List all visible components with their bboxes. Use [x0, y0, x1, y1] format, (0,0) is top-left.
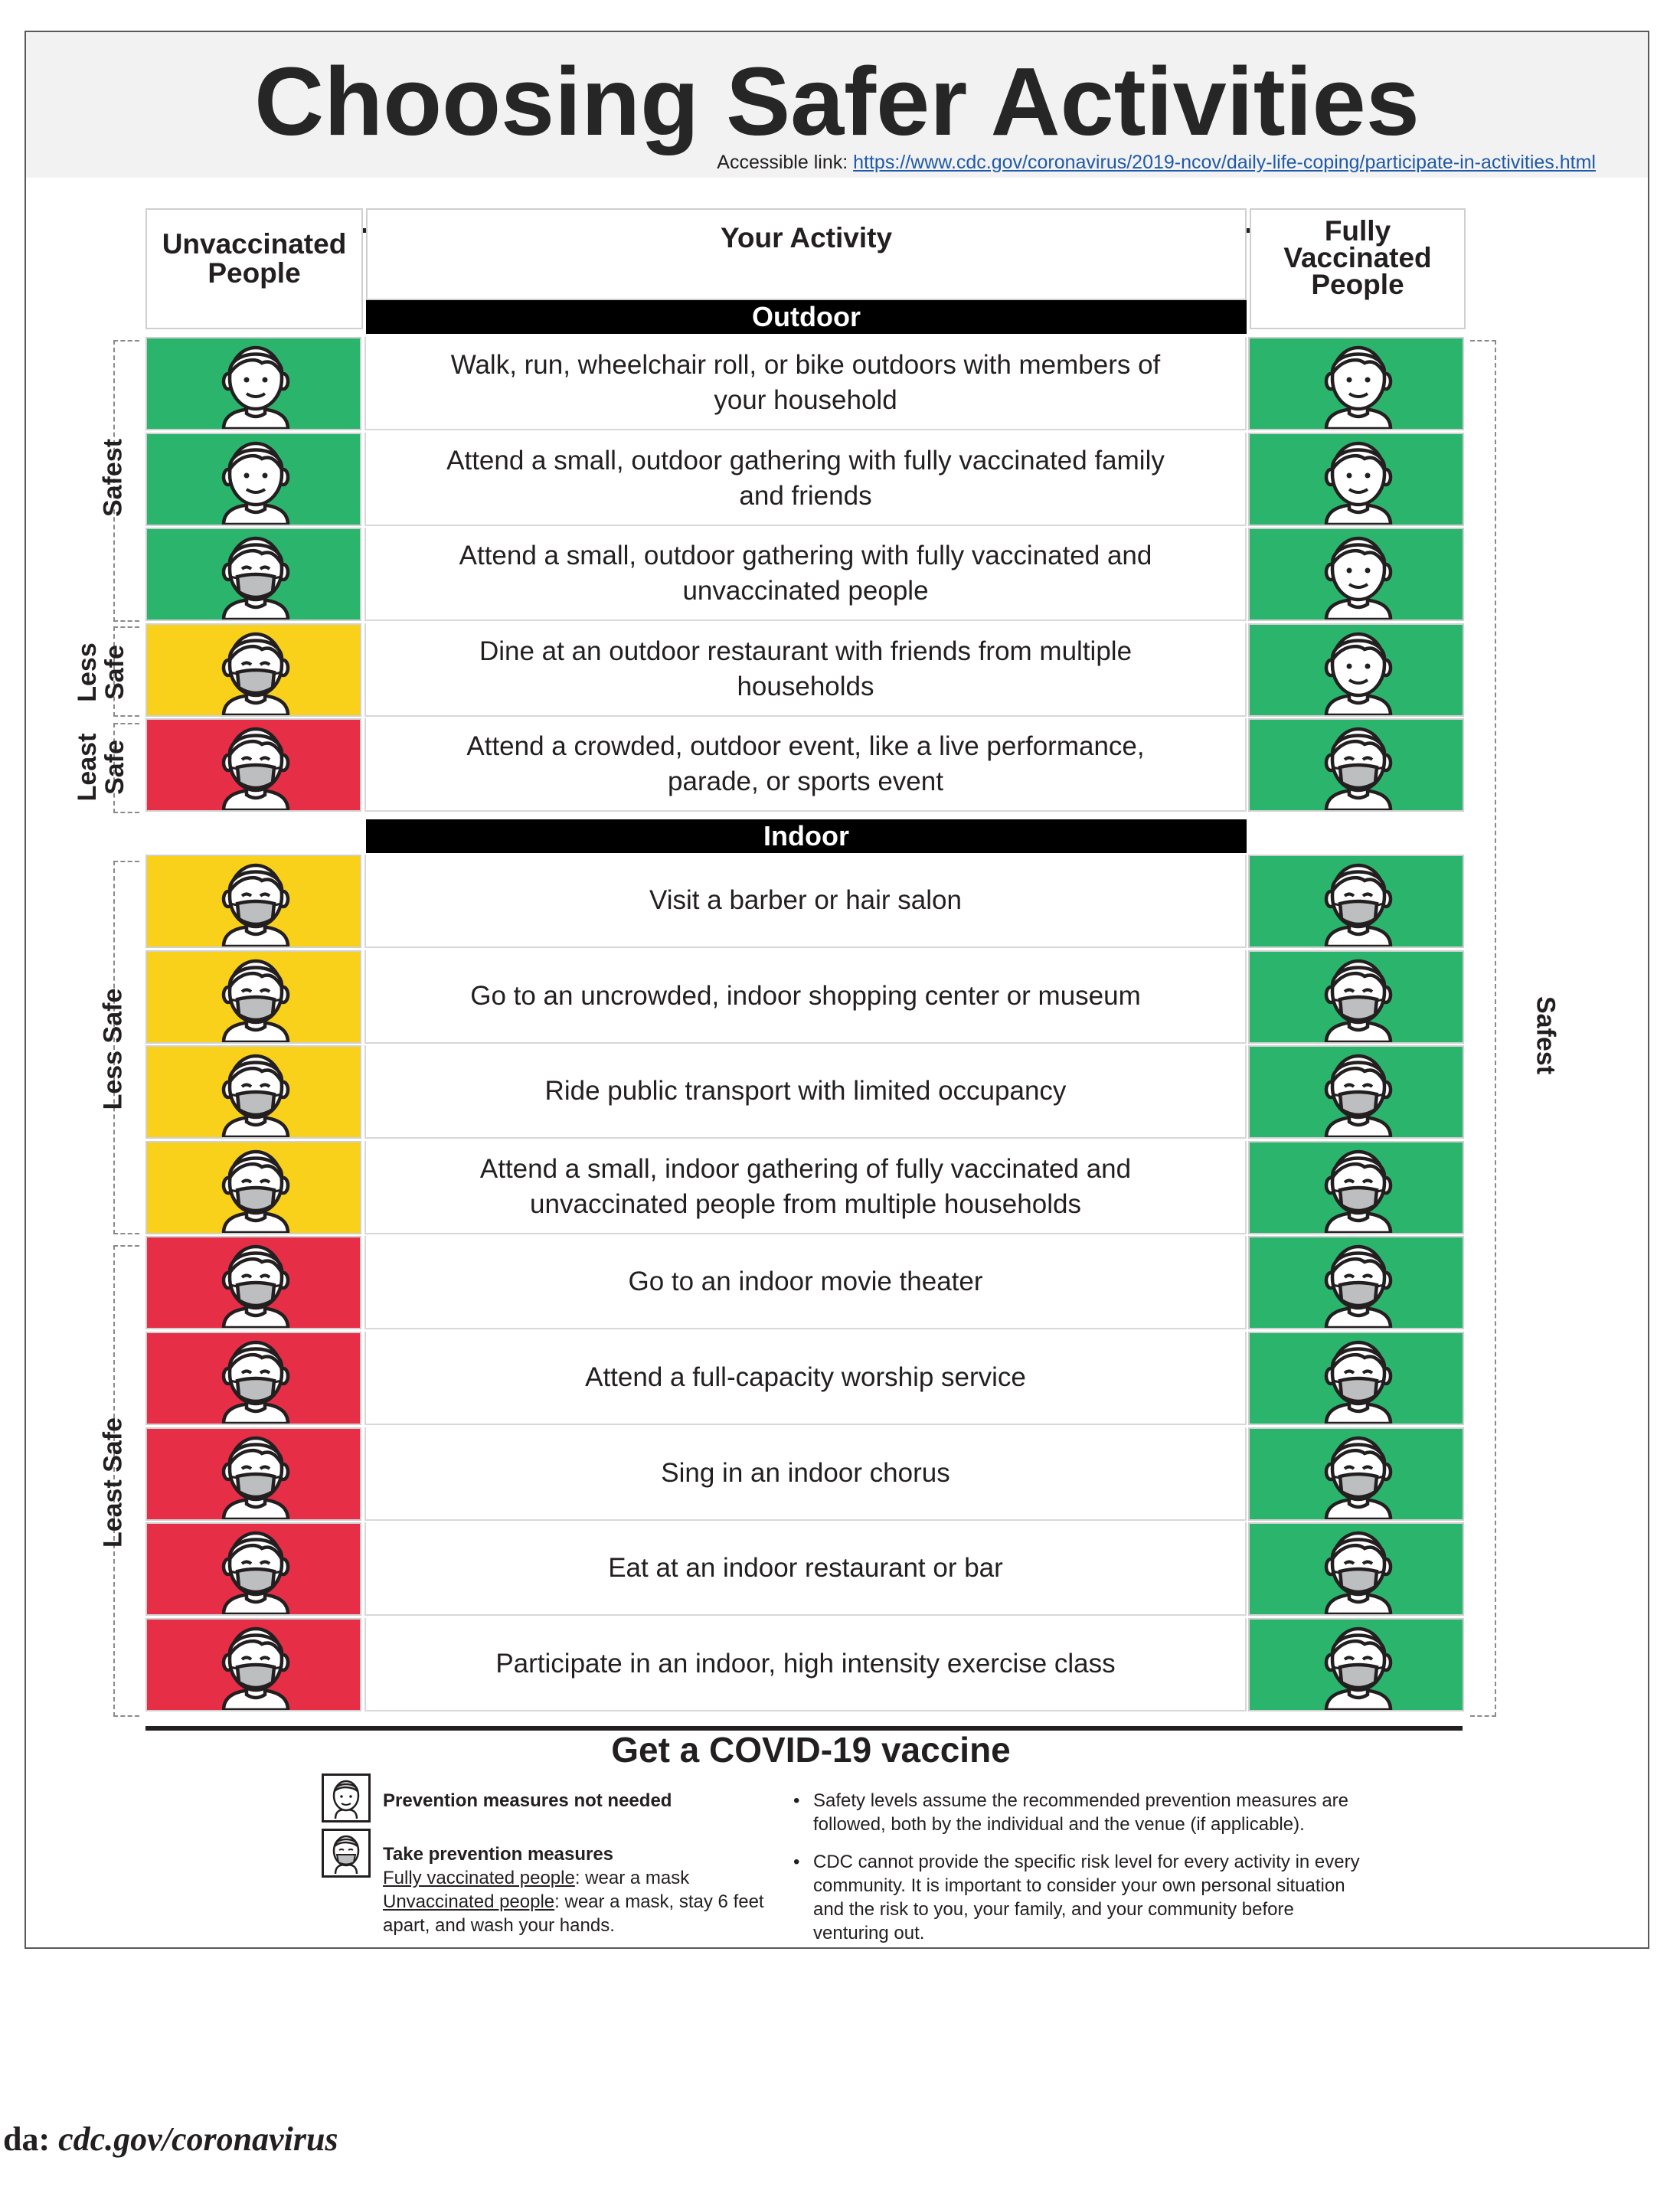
activity-text: Go to an indoor movie theater [364, 1236, 1247, 1329]
masked-face-icon [1319, 1048, 1398, 1137]
activity-text: Sing in an indoor chorus [364, 1427, 1247, 1521]
unvaccinated-risk-cell [145, 1522, 361, 1616]
note-cdc-risk: • CDC cannot provide the specific risk level for every activity in every community. It is important to consider your own personal situation and the risk to you, your family, and your community before venturing out. [793, 1852, 1360, 1943]
face-icon [216, 340, 296, 429]
activity-text: Participate in an indoor, high intensity exercise class [364, 1618, 1247, 1711]
masked-face-icon [216, 1144, 296, 1233]
header-unvaccinated: Unvaccinated People [145, 208, 363, 329]
masked-face-icon [1319, 1335, 1398, 1424]
activity-text: Walk, run, wheelchair roll, or bike outdoors with members of your household [364, 337, 1247, 430]
unvaccinated-risk-cell [145, 950, 361, 1044]
activity-text: Go to an uncrowded, indoor shopping center or museum [364, 950, 1247, 1044]
indoor-activity-row [145, 1427, 1466, 1521]
unvaccinated-risk-cell [145, 433, 361, 526]
vaccinated-risk-cell [1248, 337, 1464, 430]
accessible-link-label: Accessible link: [717, 152, 848, 173]
indoor-activity-row [145, 1045, 1466, 1139]
vaccinated-risk-cell [1248, 1332, 1464, 1425]
masked-face-icon [1319, 1144, 1398, 1233]
unvaccinated-risk-cell [145, 623, 361, 717]
unvaccinated-risk-cell [145, 1332, 361, 1425]
masked-face-icon [216, 858, 296, 946]
legend-no-measures: Prevention measures not needed [383, 1790, 672, 1811]
unvaccinated-risk-cell [145, 855, 361, 948]
outdoor-activity-row [145, 337, 1466, 430]
outdoor-activity-row [145, 718, 1466, 812]
vaccinated-risk-cell [1248, 1236, 1464, 1329]
masked-face-icon [216, 531, 296, 619]
masked-face-icon [1319, 953, 1398, 1042]
masked-face-icon [1319, 1239, 1398, 1328]
vaccinated-risk-cell [1248, 1427, 1464, 1521]
outdoor-activity-row [145, 433, 1466, 526]
masked-face-icon [1319, 1525, 1398, 1614]
masked-face-icon [216, 1430, 296, 1519]
face-icon [1319, 340, 1398, 429]
note-safety-levels: • Safety levels assume the recommended prevention measures are followed, both by the individual and the venue (if applicable). [793, 1790, 1349, 1835]
masked-face-icon [216, 1048, 296, 1137]
masked-face-icon [1319, 1621, 1398, 1710]
face-icon [324, 1776, 368, 1820]
vaccinated-risk-cell [1248, 623, 1464, 717]
label-outdoor-less-safe: Less Safe [73, 642, 129, 702]
activity-text: Visit a barber or hair salon [364, 855, 1247, 948]
masked-face-icon [1319, 721, 1398, 810]
masked-face-icon [216, 1335, 296, 1424]
activity-text: Ride public transport with limited occupancy [364, 1045, 1247, 1139]
outdoor-activity-row [145, 623, 1466, 717]
activity-text: Attend a small, outdoor gathering with fully vaccinated family and friends [364, 433, 1247, 526]
indoor-activity-row [145, 1332, 1466, 1425]
indoor-activity-row [145, 1618, 1466, 1711]
accessible-link[interactable]: https://www.cdc.gov/coronavirus/2019-ncov/daily-life-coping/participate-in-activities.html [853, 152, 1596, 173]
vaccinated-risk-cell [1248, 1522, 1464, 1616]
face-icon [1319, 436, 1398, 525]
label-outdoor-least-safe: Least Safe [73, 733, 129, 802]
vaccinated-risk-cell [1248, 855, 1464, 948]
masked-face-icon [216, 953, 296, 1042]
face-icon [1319, 531, 1398, 619]
activity-text: Attend a full-capacity worship service [364, 1332, 1247, 1425]
label-vaccinated-safest: Safest [1531, 995, 1561, 1075]
header-fully-vaccinated: Fully Vaccinated People [1250, 208, 1466, 329]
activity-text: Attend a small, indoor gathering of fully vaccinated and unvaccinated people from multiple households [364, 1141, 1247, 1234]
unvaccinated-risk-cell [145, 718, 361, 812]
legend-icon-mask [322, 1829, 371, 1878]
page-title: Choosing Safer Activities [254, 47, 1420, 155]
masked-face-icon [216, 721, 296, 810]
legend-take-measures: Take prevention measures Fully vaccinated people: wear a mask Unvaccinated people: wear a mask, stay 6 feet apart, and wash your hands. [383, 1844, 764, 1936]
bracket-vaccinated-safest [1470, 340, 1496, 1717]
legend-icon-no-mask [322, 1773, 371, 1823]
outdoor-activity-row [145, 528, 1466, 621]
section-outdoor: Outdoor [366, 300, 1247, 334]
face-icon [1319, 626, 1398, 715]
vaccinated-risk-cell [1248, 1141, 1464, 1234]
label-indoor-least-safe: Least Safe [98, 1417, 128, 1548]
activity-text: Attend a small, outdoor gathering with fully vaccinated and unvaccinated people [364, 528, 1247, 621]
indoor-activity-row [145, 855, 1466, 948]
masked-face-icon [216, 626, 296, 715]
unvaccinated-risk-cell [145, 1236, 361, 1329]
activity-text: Attend a crowded, outdoor event, like a live performance, parade, or sports event [364, 718, 1247, 812]
face-icon [216, 436, 296, 525]
source-credit: da: cdc.gov/coronavirus [3, 2120, 338, 2158]
header-your-activity: Your Activity [366, 208, 1247, 300]
label-outdoor-safest: Safest [98, 438, 128, 518]
masked-face-icon [216, 1525, 296, 1614]
masked-face-icon [324, 1831, 368, 1875]
vaccine-cta: Get a COVID-19 vaccine [611, 1730, 1011, 1770]
vaccinated-risk-cell [1248, 950, 1464, 1044]
unvaccinated-risk-cell [145, 1141, 361, 1234]
unvaccinated-risk-cell [145, 1618, 361, 1711]
unvaccinated-risk-cell [145, 1045, 361, 1139]
vaccinated-risk-cell [1248, 433, 1464, 526]
indoor-activity-row [145, 1141, 1466, 1234]
indoor-activity-row [145, 1522, 1466, 1616]
vaccinated-risk-cell [1248, 718, 1464, 812]
activity-text: Eat at an indoor restaurant or bar [364, 1522, 1247, 1616]
unvaccinated-risk-cell [145, 1427, 361, 1521]
masked-face-icon [1319, 858, 1398, 946]
indoor-activity-row [145, 1236, 1466, 1329]
vaccinated-risk-cell [1248, 1618, 1464, 1711]
masked-face-icon [216, 1239, 296, 1328]
vaccinated-risk-cell [1248, 1045, 1464, 1139]
vaccinated-risk-cell [1248, 528, 1464, 621]
unvaccinated-risk-cell [145, 337, 361, 430]
section-indoor: Indoor [366, 819, 1247, 853]
unvaccinated-risk-cell [145, 528, 361, 621]
indoor-activity-row [145, 950, 1466, 1044]
activity-text: Dine at an outdoor restaurant with friends from multiple households [364, 623, 1247, 717]
masked-face-icon [1319, 1430, 1398, 1519]
masked-face-icon [216, 1621, 296, 1710]
label-indoor-less-safe: Less Safe [98, 988, 128, 1110]
accessible-link-line [717, 152, 1596, 174]
